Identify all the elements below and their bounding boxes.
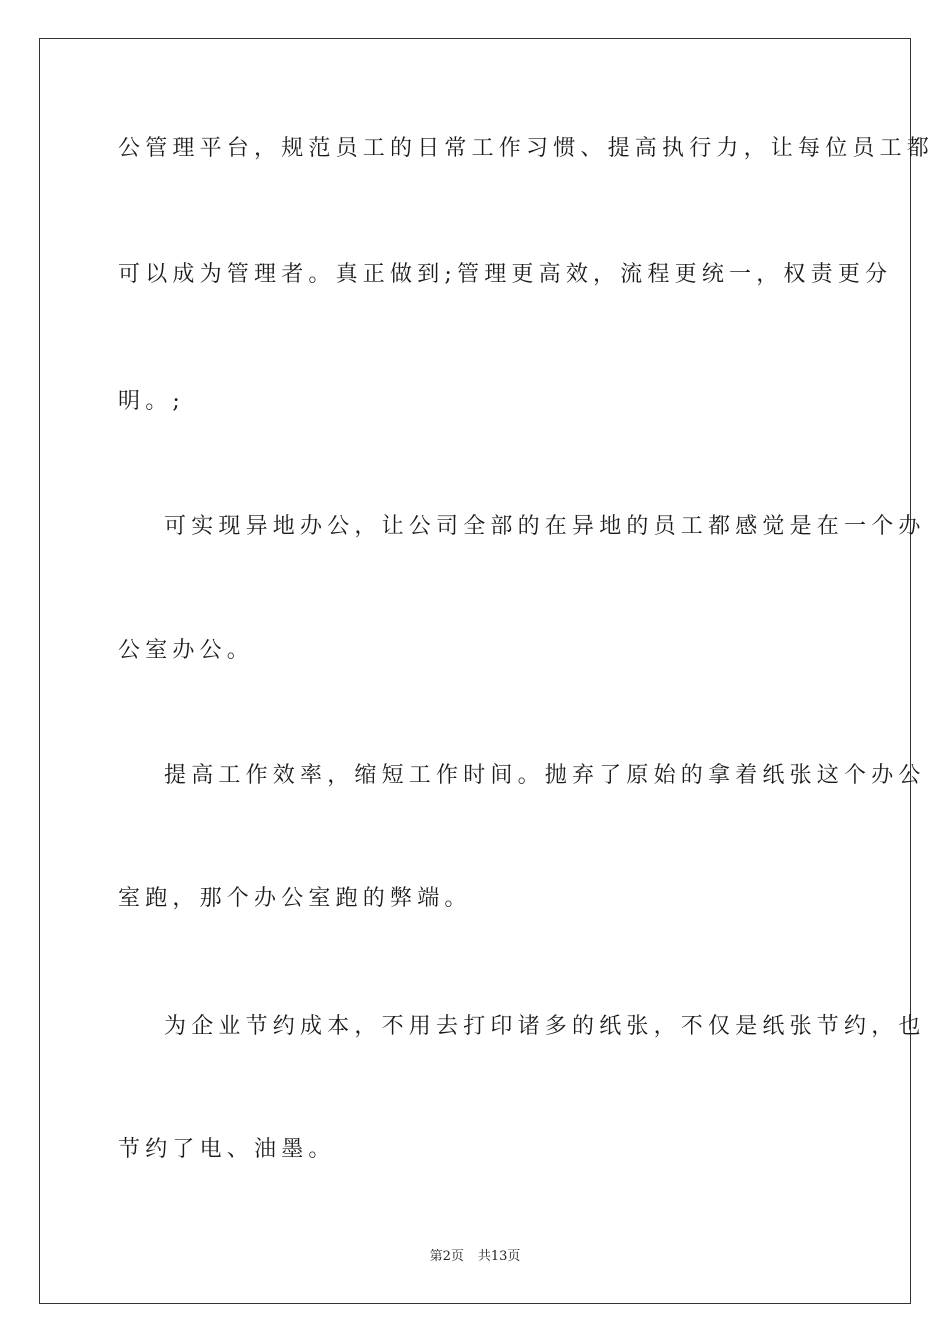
paragraph-start-line: 提高工作效率，缩短工作时间。抛弃了原始的拿着纸张这个办公 [164, 763, 926, 788]
text-line: 公管理平台，规范员工的日常工作习惯、提高执行力，让每位员工都 [118, 136, 935, 161]
paragraph-start-line: 可实现异地办公，让公司全部的在异地的员工都感觉是在一个办 [164, 514, 926, 539]
text-line: 可以成为管理者。真正做到;管理更高效，流程更统一，权责更分 [118, 262, 893, 287]
page-footer [0, 1248, 950, 1266]
text-line: 公室办公。 [118, 638, 255, 663]
page-number: 第2页 [429, 1249, 464, 1264]
text-line: 节约了电、油墨。 [118, 1137, 336, 1162]
text-line: 室跑，那个办公室跑的弊端。 [118, 886, 472, 911]
text-line: 明。; [118, 389, 186, 414]
paragraph-start-line: 为企业节约成本，不用去打印诸多的纸张，不仅是纸张节约，也 [164, 1014, 926, 1039]
page-frame [39, 38, 935, 1304]
page-total: 共13页 [477, 1249, 521, 1264]
